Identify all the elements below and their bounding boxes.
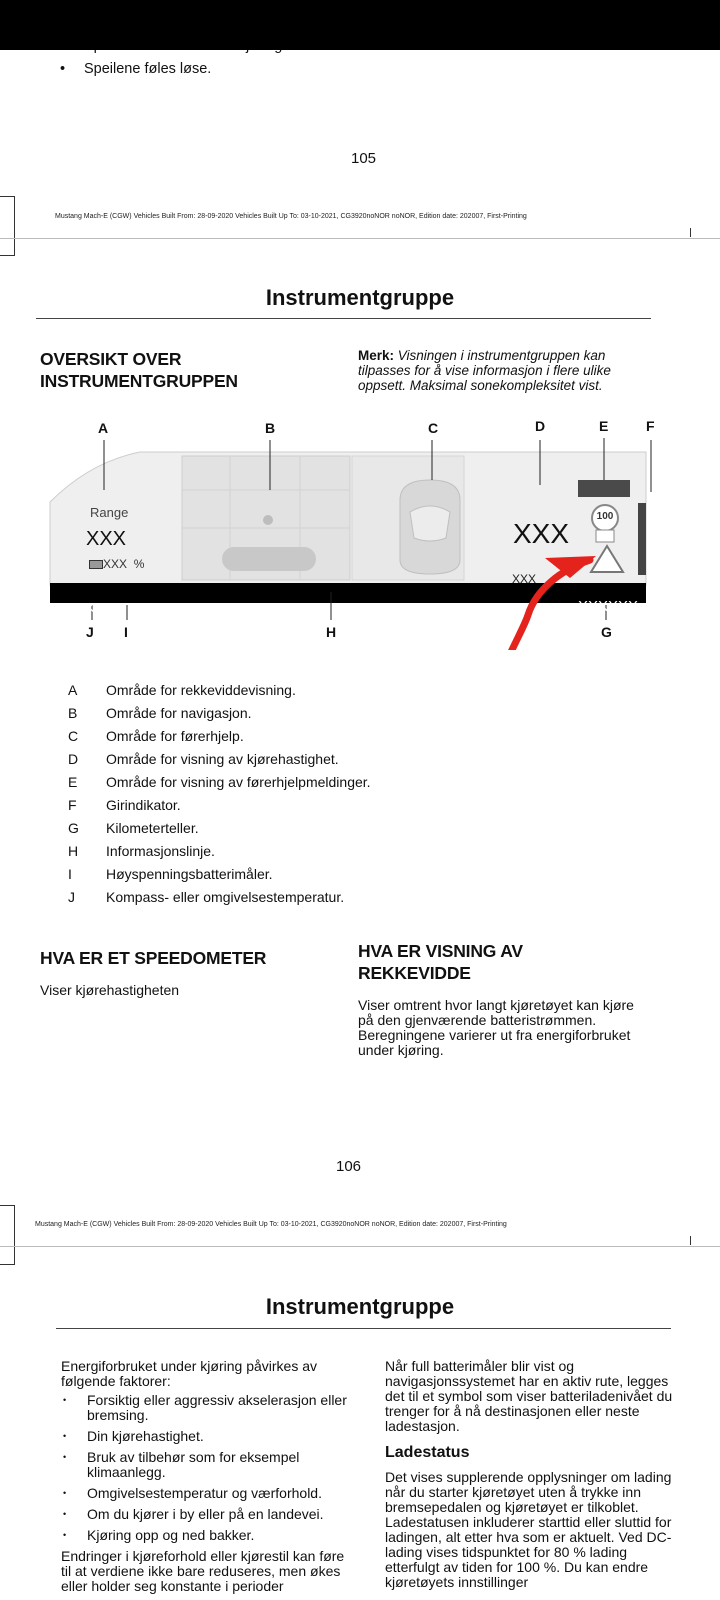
page-heading: Instrumentgruppe (265, 1294, 455, 1319)
page-number: 105 (351, 150, 377, 167)
navigation-position-marker (263, 515, 273, 525)
page-heading: Instrumentgruppe (265, 285, 455, 310)
legend-row: J Kompass- eller omgivelsestemperatur. (68, 889, 345, 905)
left-intro: Energiforbruket under kjøring påvirkes av følgende faktorer: (61, 1358, 318, 1389)
section-title-speedometer: HVA ER ET SPEEDOMETER (40, 948, 267, 968)
note-text: Visningen i instrumentgruppen kan tilpasses for å vise informasjon i flere ulike oppsett. Maksimal sonekompleksitet vist. (358, 348, 611, 393)
page-number: 106 (336, 1158, 362, 1175)
right-column (385, 1359, 680, 1590)
heading-rule (36, 318, 651, 319)
diagram-letter-d: D (535, 418, 546, 434)
page-tick (690, 228, 691, 237)
list-item: • Omgivelsestemperatur og værforhold. (61, 1486, 356, 1501)
info-line-left-value: XXX (78, 601, 103, 615)
battery-value: XXX (103, 557, 128, 571)
gear-indicator-bar (638, 503, 646, 575)
range-label: Range (90, 505, 129, 520)
odometer-value: XXXXXX (578, 598, 639, 615)
subheading-ladestatus: Ladestatus (385, 1444, 470, 1461)
bullet-text: Speilene føles løse. (84, 61, 212, 77)
list-item: • Om du kjører i by eller på en landevei. (61, 1507, 356, 1522)
page-edge-bracket (0, 1205, 15, 1265)
speed-sub-value: XXX (512, 572, 537, 586)
note-label: Merk: (358, 348, 395, 363)
information-line-bar (50, 583, 646, 603)
list-item: • Forsiktig eller aggressiv akselerasjon eller bremsing. (61, 1393, 356, 1423)
list-item: • Din kjørehastighet. (61, 1429, 356, 1444)
top-black-band-overlay (0, 0, 720, 50)
legend-row: H Informasjonslinje. (68, 843, 215, 859)
diagram-letter-e: E (599, 418, 609, 434)
page-footer: Mustang Mach-E (CGW) Vehicles Built From: 28-09-2020 Vehicles Built Up To: 03-10-2021, CG3920noNOR noNOR, Edition date: 202007, First-Printing (55, 213, 527, 220)
legend-row: E Område for visning av førerhjelpmeldinger. (68, 774, 371, 790)
list-item: • Kjøring opp og ned bakker. (61, 1528, 356, 1543)
legend-row: B Område for navigasjon. (68, 705, 252, 721)
heading-rule (56, 1328, 671, 1329)
diagram-letter-i: I (124, 624, 128, 640)
diagram-letter-g: G (601, 624, 612, 640)
legend-row: C Område for førerhjelp. (68, 728, 244, 744)
battery-gauge (89, 557, 144, 571)
battery-icon (89, 560, 103, 569)
legend-row: G Kilometerteller. (68, 820, 199, 836)
diagram-letter-c: C (428, 420, 439, 436)
right-paragraph-2: Det vises supplerende opplysninger om lading når du starter kjøretøyet uten å trykke inn bremsepedalen og kjøretøyet er tilkoblet. Ladestatusen inkluderer starttid eller sluttid for ladingen, alt etter hva som er aktuelt. Ved DC-lading vises tidspunktet for 80 % lading etterfulgt av tiden for 100 %. Du kan endre kjøretøyets innstillinger (385, 1469, 672, 1590)
legend-row: I Høyspenningsbatterimåler. (68, 866, 273, 882)
right-paragraph-1: Når full batterimåler blir vist og navigasjonssystemet har en aktiv rute, legges det til et symbol som viser batteriladenivået du trenger for å nå destinasjonen eller neste ladestasjon. (385, 1358, 673, 1434)
page-separator (0, 1246, 720, 1247)
page-tick (690, 1236, 691, 1245)
diagram-letter-b: B (265, 420, 276, 436)
diagram-letter-j: J (86, 624, 94, 640)
section-title-range: HVA ER VISNING AV REKKEVIDDE (358, 941, 523, 983)
legend-row: A Område for rekkeviddevisning. (68, 682, 296, 698)
legend-row: D Område for visning av kjørehastighet. (68, 751, 339, 767)
speedometer-description: Viser kjørehastigheten (40, 982, 180, 998)
navigation-pill (222, 547, 316, 571)
bullet-item: • Speilene føles løse. (60, 61, 212, 77)
speed-limit-value: 100 (596, 511, 614, 522)
range-value: XXX (86, 528, 127, 550)
page-footer: Mustang Mach-E (CGW) Vehicles Built From: 28-09-2020 Vehicles Built Up To: 03-10-2021, CG3920noNOR noNOR, Edition date: 202007, First-Printing (35, 1221, 507, 1228)
list-item: • Bruk av tilbehør som for eksempel klimaanlegg. (61, 1450, 356, 1480)
range-description: Viser omtrent hvor langt kjøretøyet kan kjøre på den gjenværende batteristrømmen. Beregningene varierer ut fra energiforbruket under kjøring. (358, 997, 634, 1058)
diagram-letter-h: H (326, 624, 337, 640)
left-closing-paragraph: Endringer i kjøreforhold eller kjørestil kan føre til at verdiene ikke bare reduseres, men økes eller holder seg konstante i perioder (61, 1548, 345, 1594)
legend-row: F Girindikator. (68, 797, 181, 813)
page-separator (0, 238, 720, 239)
left-column (61, 1359, 356, 1594)
driver-message-bar (578, 480, 630, 497)
page-edge-bracket (0, 196, 15, 256)
section-title-overview: OVERSIKT OVER INSTRUMENTGRUPPEN (40, 349, 238, 391)
diagram-letter-f: F (646, 418, 655, 434)
diagram-letter-a: A (98, 420, 109, 436)
note-paragraph (358, 348, 658, 393)
battery-unit: % (133, 557, 145, 571)
speed-value: XXX (513, 518, 570, 549)
